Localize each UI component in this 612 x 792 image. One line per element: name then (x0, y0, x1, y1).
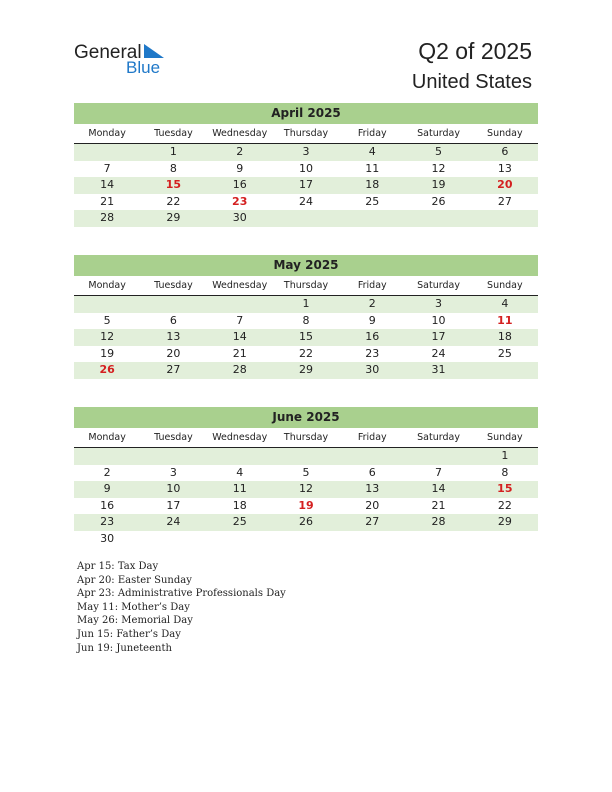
day-cell: 21 (431, 498, 446, 512)
day-cell: 11 (497, 313, 513, 327)
day-cell: 6 (368, 465, 376, 479)
day-cell (74, 296, 140, 313)
day-cell (405, 210, 471, 227)
day-cell: 10 (431, 313, 446, 327)
weekday-label: Sunday (487, 432, 523, 443)
day-cell: 17 (298, 178, 313, 192)
week-row (74, 481, 538, 498)
day-cell: 19 (100, 346, 115, 360)
holiday-notes (77, 560, 286, 655)
week-row (74, 498, 538, 515)
weekday-header (74, 126, 538, 144)
day-cell (207, 448, 273, 465)
day-cell (405, 448, 471, 465)
day-cell: 30 (100, 531, 115, 545)
day-cell: 4 (368, 145, 376, 158)
day-cell: 7 (103, 161, 111, 175)
day-cell: 10 (166, 482, 181, 496)
day-cell: 25 (365, 194, 380, 208)
day-cell: 28 (232, 363, 247, 377)
day-cell: 24 (298, 194, 313, 208)
day-cell: 28 (100, 211, 115, 225)
day-cell: 26 (298, 515, 313, 529)
day-cell (207, 296, 273, 313)
day-cell: 25 (497, 346, 512, 360)
day-cell: 29 (298, 363, 313, 377)
day-cell: 11 (365, 161, 380, 175)
day-cell: 17 (431, 330, 446, 344)
week-row (74, 161, 538, 178)
day-cell: 15 (298, 330, 313, 344)
week-row (74, 465, 538, 482)
day-cell: 3 (169, 465, 177, 479)
holiday-note: Apr 20: Easter Sunday (77, 574, 192, 586)
weekday-label: Wednesday (212, 128, 268, 139)
weekday-label: Tuesday (154, 432, 193, 443)
week-row (74, 531, 538, 548)
day-cell (74, 144, 140, 161)
day-cell: 4 (236, 465, 244, 479)
day-cell (273, 448, 339, 465)
day-cell (273, 210, 339, 227)
weekday-label: Saturday (417, 280, 460, 291)
day-cell: 1 (501, 449, 509, 462)
week-row (74, 346, 538, 363)
weekday-label: Monday (88, 128, 126, 139)
day-cell: 10 (298, 161, 313, 175)
day-cell: 27 (166, 363, 181, 377)
day-cell: 19 (298, 498, 314, 512)
holiday-note: Apr 23: Administrative Professionals Day (77, 588, 286, 600)
day-cell: 11 (232, 482, 247, 496)
day-cell (339, 210, 405, 227)
day-cell: 12 (431, 161, 446, 175)
month-calendar (74, 255, 538, 379)
weekday-label: Tuesday (154, 280, 193, 291)
weekday-label: Monday (88, 432, 126, 443)
day-cell: 8 (169, 161, 177, 175)
day-cell (472, 531, 538, 548)
day-cell: 27 (497, 194, 512, 208)
day-cell (140, 296, 206, 313)
weekday-label: Friday (357, 280, 387, 291)
day-cell: 13 (365, 482, 380, 496)
day-cell: 16 (365, 330, 380, 344)
day-cell: 15 (497, 482, 513, 496)
holiday-note: May 11: Mother’s Day (77, 601, 190, 613)
day-cell: 23 (232, 194, 248, 208)
day-cell: 18 (365, 178, 380, 192)
day-cell: 13 (497, 161, 512, 175)
day-cell: 1 (302, 297, 310, 310)
day-cell: 9 (368, 313, 376, 327)
weekday-label: Wednesday (212, 280, 268, 291)
week-row (74, 144, 538, 161)
week-row (74, 177, 538, 194)
day-cell: 22 (298, 346, 313, 360)
day-cell (405, 531, 471, 548)
day-cell: 9 (103, 482, 111, 496)
week-row (74, 313, 538, 330)
day-cell: 27 (365, 515, 380, 529)
day-cell (472, 210, 538, 227)
week-row (74, 194, 538, 211)
day-cell: 1 (169, 145, 177, 158)
holiday-note: Jun 15: Father’s Day (77, 628, 181, 640)
weekday-label: Thursday (283, 432, 329, 443)
day-cell: 26 (431, 194, 446, 208)
day-cell (74, 448, 140, 465)
day-cell: 18 (232, 498, 247, 512)
weekday-label: Tuesday (154, 128, 193, 139)
day-cell (207, 531, 273, 548)
day-cell: 18 (497, 330, 512, 344)
day-cell: 15 (165, 178, 182, 192)
day-cell: 22 (166, 194, 181, 208)
week-row (74, 329, 538, 346)
day-cell (472, 362, 538, 379)
weekday-label: Sunday (487, 280, 523, 291)
country-name: United States (411, 71, 532, 93)
day-cell: 16 (100, 498, 115, 512)
day-cell: 8 (302, 313, 310, 327)
weekday-label: Friday (357, 432, 387, 443)
logo-blue: Blue (126, 58, 161, 77)
holiday-note: Apr 15: Tax Day (77, 561, 159, 572)
day-cell: 28 (431, 515, 446, 529)
day-cell: 20 (497, 178, 513, 192)
weekday-label: Saturday (417, 432, 460, 443)
day-cell (339, 448, 405, 465)
holiday-note: May 26: Memorial Day (77, 615, 193, 627)
day-cell: 22 (497, 498, 512, 512)
day-cell: 8 (501, 465, 509, 479)
month-title: June 2025 (74, 407, 538, 428)
weekday-header (74, 278, 538, 296)
week-row (74, 448, 538, 465)
logo (74, 42, 161, 77)
day-cell: 7 (435, 465, 443, 479)
day-cell: 29 (166, 211, 181, 225)
logo-general: General (74, 42, 142, 63)
day-cell: 30 (232, 211, 247, 225)
day-cell: 23 (365, 346, 380, 360)
weekday-label: Thursday (283, 128, 329, 139)
week-row (74, 362, 538, 379)
day-cell: 25 (232, 515, 247, 529)
day-cell: 31 (431, 363, 446, 377)
day-cell: 12 (298, 482, 313, 496)
day-cell: 2 (236, 145, 244, 158)
day-cell: 26 (99, 363, 115, 377)
day-cell: 9 (236, 161, 244, 175)
day-cell: 14 (100, 178, 115, 192)
day-cell: 29 (497, 515, 512, 529)
holiday-note: Jun 19: Juneteenth (77, 642, 172, 654)
weekday-label: Wednesday (212, 432, 268, 443)
day-cell: 14 (232, 330, 247, 344)
month-calendar (74, 103, 538, 227)
day-cell (273, 531, 339, 548)
day-cell: 21 (100, 194, 115, 208)
day-cell (140, 448, 206, 465)
day-cell: 16 (232, 178, 247, 192)
week-row (74, 210, 538, 227)
day-cell: 3 (435, 297, 443, 310)
day-cell: 23 (100, 515, 115, 529)
weekday-label: Saturday (417, 128, 460, 139)
month-calendar (74, 407, 538, 548)
day-cell: 17 (166, 498, 181, 512)
day-cell: 5 (302, 465, 310, 479)
day-cell: 14 (431, 482, 446, 496)
day-cell: 6 (501, 145, 509, 158)
day-cell: 5 (103, 313, 111, 327)
day-cell: 3 (302, 145, 310, 158)
day-cell (339, 531, 405, 548)
week-row (74, 296, 538, 313)
day-cell: 21 (232, 346, 247, 360)
weekday-label: Monday (88, 280, 126, 291)
day-cell: 20 (166, 346, 181, 360)
day-cell: 13 (166, 330, 181, 344)
day-cell: 12 (100, 330, 115, 344)
week-row (74, 514, 538, 531)
day-cell: 30 (365, 363, 380, 377)
month-title: April 2025 (74, 103, 538, 124)
day-cell: 4 (501, 297, 509, 310)
day-cell: 7 (236, 313, 244, 327)
weekday-label: Friday (357, 128, 387, 139)
weekday-header (74, 430, 538, 448)
day-cell: 24 (431, 346, 446, 360)
day-cell: 2 (103, 465, 111, 479)
weekday-label: Sunday (487, 128, 523, 139)
weekday-label: Thursday (283, 280, 329, 291)
day-cell: 20 (365, 498, 380, 512)
day-cell: 19 (431, 178, 446, 192)
month-title: May 2025 (74, 255, 538, 276)
day-cell: 2 (368, 297, 376, 310)
day-cell: 6 (169, 313, 177, 327)
day-cell (140, 531, 206, 548)
day-cell: 24 (166, 515, 181, 529)
page-title: Q2 of 2025 (418, 38, 532, 64)
day-cell: 5 (435, 145, 443, 158)
